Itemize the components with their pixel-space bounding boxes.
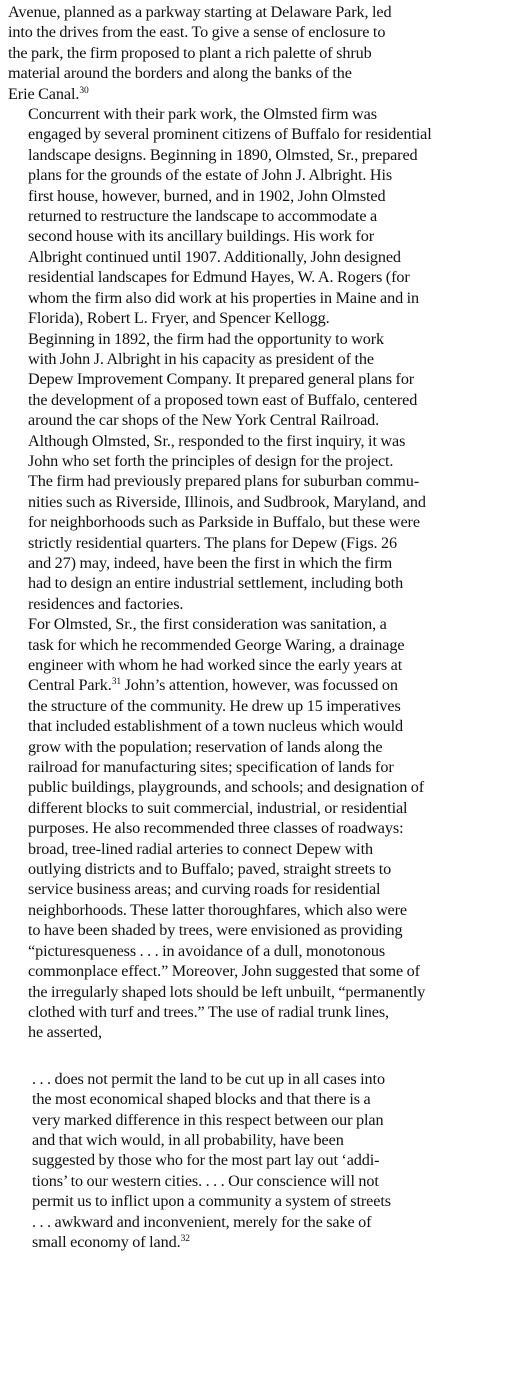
text-line: railroad for manufacturing sites; specification of lands for: [28, 758, 394, 777]
text-line: The firm had previously prepared plans for suburban commu-: [28, 472, 420, 491]
quote-line: permit us to inflict upon a community a system of streets: [32, 1192, 391, 1211]
text-line: the irregularly shaped lots should be left unbuilt, “permanently: [28, 982, 426, 1001]
text-line: Avenue, planned as a parkway starting at Delaware Park, led: [8, 3, 392, 21]
text-line: outlying districts and to Buffalo; paved, straight streets to: [28, 860, 392, 879]
text-line: public buildings, playgrounds, and schools; and designation of: [28, 778, 425, 797]
text-line: broad, tree-lined radial arteries to connect Depew with: [28, 839, 373, 858]
text-line: nities such as Riverside, Illinois, and Sudbrook, Maryland, and: [28, 492, 426, 511]
document-page: [8, 2, 514, 1252]
text-line: John who set forth the principles of design for the project.: [28, 451, 394, 470]
text-line: clothed with turf and trees.” The use of radial trunk lines,: [28, 1002, 390, 1021]
text-line: the development of a proposed town east of Buffalo, centered: [28, 390, 418, 409]
text-line: [8, 84, 514, 104]
paragraph-residential-landscapes: [8, 104, 514, 328]
text-line: residences and factories.: [28, 594, 184, 613]
text-line: with John J. Albright in his capacity as president of the: [28, 349, 374, 368]
footnote-marker: 32: [180, 1233, 190, 1244]
paragraph-delaware-park: [8, 2, 514, 104]
text-line: returned to restructure the landscape to accommodate a: [28, 207, 378, 226]
text-line: neighborhoods. These latter thoroughfares, which also were: [28, 900, 407, 919]
text-line: Beginning in 1892, the firm had the opportunity to work: [28, 329, 384, 348]
text-line: strictly residential quarters. The plans for Depew (Figs. 26: [28, 533, 398, 552]
text-run: Erie Canal.: [8, 84, 80, 103]
text-line: task for which he recommended George Waring, a drainage: [28, 635, 405, 654]
text-line: had to design an entire industrial settlement, including both: [28, 574, 404, 593]
text-line: into the drives from the east. To give a sense of enclosure to: [8, 23, 386, 42]
text-line: material around the borders and along the banks of the: [8, 64, 352, 83]
text-line: Depew Improvement Company. It prepared general plans for: [28, 370, 415, 389]
block-quote: [32, 1069, 514, 1253]
text-line: grow with the population; reservation of lands along the: [28, 737, 383, 756]
text-line: plans for the grounds of the estate of John J. Albright. His: [28, 166, 393, 185]
quote-line: very marked difference in this respect between our plan: [32, 1110, 384, 1129]
text-line: service business areas; and curving roads for residential: [28, 880, 381, 899]
text-line: Florida), Robert L. Fryer, and Spencer Kellogg.: [28, 309, 330, 328]
paragraph-sanitation-design: [8, 614, 514, 1043]
text-line: For Olmsted, Sr., the first consideration was sanitation, a: [28, 615, 387, 634]
text-line: and 27) may, indeed, have been the first in which the firm: [28, 553, 393, 572]
text-line: the park, the firm proposed to plant a rich palette of shrub: [8, 43, 372, 62]
text-line: second house with its ancillary buildings. His work for: [28, 227, 375, 246]
quote-line: . . . does not permit the land to be cut up in all cases into: [32, 1069, 385, 1088]
text-line: different blocks to suit commercial, industrial, or residential: [28, 798, 408, 817]
footnote-marker: 30: [79, 85, 89, 96]
text-line: landscape designs. Beginning in 1890, Olmsted, Sr., prepared: [28, 145, 418, 164]
text-line: [8, 675, 514, 695]
text-line: he asserted,: [28, 1023, 102, 1042]
text-line: Concurrent with their park work, the Olmsted firm was: [28, 105, 377, 124]
text-line: Although Olmsted, Sr., responded to the first inquiry, it was: [28, 431, 406, 450]
quote-line: [32, 1232, 514, 1252]
text-line: for neighborhoods such as Parkside in Buffalo, but these were: [28, 513, 420, 532]
text-line: that included establishment of a town nucleus which would: [28, 717, 404, 736]
text-line: the structure of the community. He drew up 15 imperatives: [28, 696, 401, 715]
text-line: whom the firm also did work at his properties in Maine and in: [28, 288, 420, 307]
paragraph-depew-improvement: [8, 329, 514, 615]
text-line: “picturesqueness . . . in avoidance of a dull, monotonous: [28, 941, 386, 960]
text-run: small economy of land.: [32, 1232, 181, 1251]
text-line: commonplace effect.” Moreover, John suggested that some of: [28, 962, 420, 981]
quote-line: and that wich would, in all probability, have been: [32, 1130, 344, 1149]
text-line: first house, however, burned, and in 1902, John Olmsted: [28, 186, 386, 205]
quote-line: suggested by those who for the most part lay out ‘addi-: [32, 1151, 380, 1170]
text-line: to have been shaded by trees, were envisioned as providing: [28, 921, 403, 940]
text-line: engaged by several prominent citizens of Buffalo for residential: [28, 125, 432, 144]
text-line: around the car shops of the New York Central Railroad.: [28, 411, 380, 430]
footnote-marker: 31: [111, 677, 122, 688]
text-line: purposes. He also recommended three classes of roadways:: [28, 819, 404, 838]
text-line: residential landscapes for Edmund Hayes, W. A. Rogers (for: [28, 268, 410, 287]
text-line: Albright continued until 1907. Additionally, John designed: [28, 247, 401, 266]
text-run: John’s attention, however, was focussed on: [121, 676, 398, 695]
quote-line: tions’ to our western cities. . . . Our conscience will not: [32, 1171, 379, 1190]
text-line: engineer with whom he had worked since the early years at: [28, 656, 403, 674]
quote-line: . . . awkward and inconvenient, merely for the sake of: [32, 1212, 372, 1231]
quote-line: the most economical shaped blocks and that there is a: [32, 1090, 371, 1109]
text-run: Central Park.: [28, 676, 112, 695]
